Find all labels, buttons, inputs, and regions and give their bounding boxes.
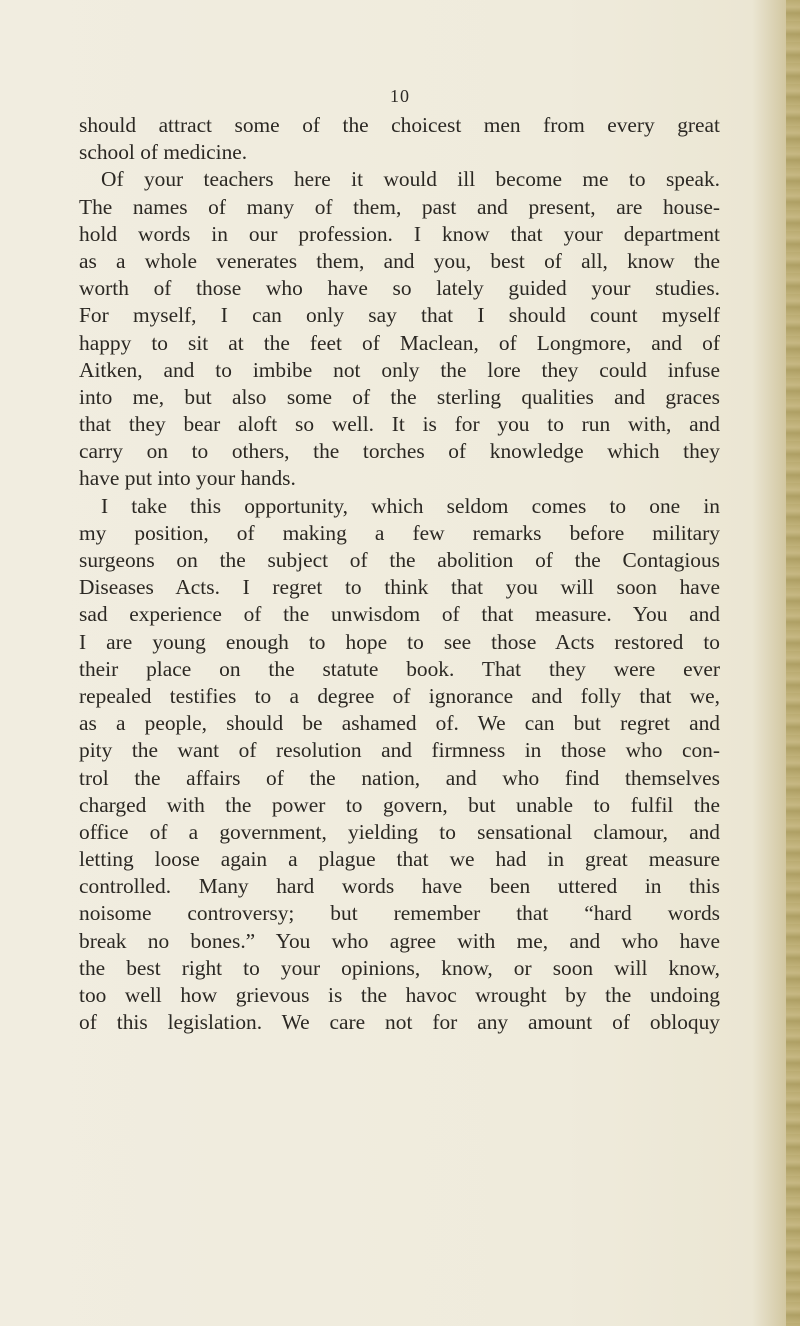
text-line: their place on the statute book. That they were ever [79, 656, 720, 681]
text-line: break no bones.” You who agree with me, and who have [79, 928, 720, 953]
page-number: 10 [390, 86, 410, 106]
text-line: repealed testifies to a degree of ignorance and folly that we, [79, 683, 720, 708]
text-line: too well how grievous is the havoc wrought by the undoing [79, 983, 720, 1007]
text-line: the best right to your opinions, know, or soon will know, [79, 955, 720, 980]
text-line: carry on to others, the torches of knowledge which they [79, 439, 720, 464]
text-line: have put into your hands. [79, 466, 296, 491]
text-line: my position, of making a few remarks before military [79, 520, 720, 545]
text-line: into me, but also some of the sterling qualities and graces [79, 384, 720, 409]
text-line: noisome controversy; but remember that “hard words [79, 901, 720, 926]
text-line: The names of many of them, past and present, are house- [79, 194, 720, 219]
text-line: happy to sit at the feet of Maclean, of Longmore, and of [79, 330, 720, 355]
text-line: I are young enough to hope to see those Acts restored to [79, 629, 720, 654]
text-line: hold words in our profession. I know that your department [79, 221, 720, 246]
text-line: I take this opportunity, which seldom comes to one in [101, 493, 720, 518]
text-line: trol the affairs of the nation, and who find themselves [79, 765, 720, 790]
text-line: charged with the power to govern, but unable to fulfil the [79, 792, 720, 817]
text-line: school of medicine. [79, 140, 248, 165]
text-line: as a people, should be ashamed of. We can but regret and [79, 711, 720, 736]
text-line: For myself, I can only say that I should count myself [79, 303, 720, 328]
text-line: Diseases Acts. I regret to think that you will soon have [79, 575, 720, 600]
text-line: letting loose again a plague that we had in great measure [79, 847, 720, 872]
text-line: controlled. Many hard words have been uttered in this [79, 874, 720, 899]
text-line: Of your teachers here it would ill become me to speak. [101, 167, 720, 192]
text-line: Aitken, and to imbibe not only the lore they could infuse [79, 357, 720, 382]
text-line: sad experience of the unwisdom of that measure. You and [79, 602, 720, 627]
text-line: office of a government, yielding to sensational clamour, and [79, 819, 720, 844]
text-line: that they bear aloft so well. It is for you to run with, and [79, 412, 720, 437]
text-line: of this legislation. We care not for any amount of obloquy [79, 1010, 720, 1035]
body-text [79, 112, 720, 1036]
page-edge [786, 0, 800, 1326]
text-line: surgeons on the subject of the abolition of the Contagious [79, 548, 720, 572]
text-line: pity the want of resolution and firmness in those who con- [79, 738, 720, 763]
text-line: as a whole venerates them, and you, best of all, know the [79, 248, 720, 273]
text-line: worth of those who have so lately guided your studies. [79, 276, 720, 301]
text-line: should attract some of the choicest men from every great [79, 113, 720, 137]
